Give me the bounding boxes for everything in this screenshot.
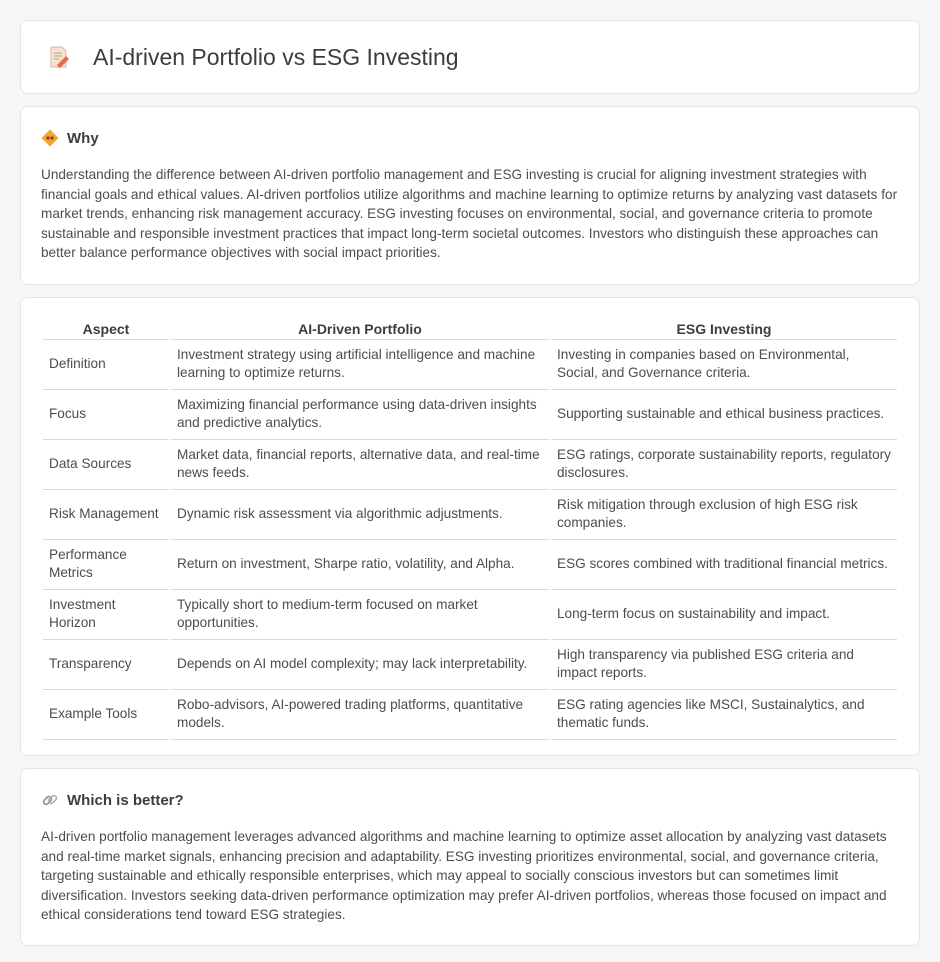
ai-driven-cell: Investment strategy using artificial intelligence and machine learning to optimize returns. [171,340,549,390]
ai-driven-cell: Maximizing financial performance using data-driven insights and predictive analytics. [171,390,549,440]
table-row [43,490,897,540]
table-row [43,640,897,690]
aspect-cell: Transparency [43,640,169,690]
ai-driven-cell: Robo-advisors, AI-powered trading platforms, quantitative models. [171,690,549,740]
aspect-cell: Data Sources [43,440,169,490]
link-icon [41,791,59,809]
document-pencil-icon [47,45,71,69]
esg-cell: Supporting sustainable and ethical business practices. [551,390,897,440]
table-row [43,540,897,590]
which-better-title: Which is better? [67,791,184,809]
header-esg: ESG Investing [551,318,897,340]
esg-cell: Investing in companies based on Environmental, Social, and Governance criteria. [551,340,897,390]
esg-cell: High transparency via published ESG criteria and impact reports. [551,640,897,690]
aspect-cell: Example Tools [43,690,169,740]
table-row [43,590,897,640]
aspect-cell: Focus [43,390,169,440]
header-aspect: Aspect [43,318,169,340]
aspect-cell: Performance Metrics [43,540,169,590]
comparison-table [41,318,899,740]
esg-cell: ESG rating agencies like MSCI, Sustainalytics, and thematic funds. [551,690,897,740]
ai-driven-cell: Market data, financial reports, alternative data, and real-time news feeds. [171,440,549,490]
esg-cell: Long-term focus on sustainability and impact. [551,590,897,640]
ai-driven-cell: Return on investment, Sharpe ratio, volatility, and Alpha. [171,540,549,590]
esg-cell: ESG ratings, corporate sustainability reports, regulatory disclosures. [551,440,897,490]
aspect-cell: Risk Management [43,490,169,540]
title-card [20,20,920,94]
aspect-cell: Definition [43,340,169,390]
why-text: Understanding the difference between AI-driven portfolio management and ESG investing is crucial for aligning investment strategies with financial goals and ethical values. AI-driven portfolios utilize algorithms and machine learning to optimize returns by analyzing vast datasets for market trends, enhancing risk management accuracy. ESG investing focuses on environmental, social, and governance criteria to promote sustainable and responsible investment practices that impact long-term societal outcomes. Investors who distinguish these approaches can better balance performance objectives with social impact priorities. [41,167,898,261]
ai-driven-cell: Dynamic risk assessment via algorithmic adjustments. [171,490,549,540]
ai-driven-cell: Typically short to medium-term focused on market opportunities. [171,590,549,640]
aspect-cell: Investment Horizon [43,590,169,640]
page-title: AI-driven Portfolio vs ESG Investing [93,43,459,70]
table-row [43,440,897,490]
table-row [43,690,897,740]
esg-cell: ESG scores combined with traditional financial metrics. [551,540,897,590]
diamond-badge-icon [41,129,59,147]
which-better-text: AI-driven portfolio management leverages advanced algorithms and machine learning to optimize asset allocation by analyzing vast datasets and real-time market signals, enhancing precision and adaptability. ESG investing prioritizes environmental, social, and governance criteria, targeting sustainable and ethically responsible enterprises, which may appeal to socially conscious investors but can sometimes limit diversification. Investors seeking data-driven performance optimization may prefer AI-driven portfolios, whereas those focused on impact and ethical considerations tend toward ESG strategies. [41,829,887,923]
esg-cell: Risk mitigation through exclusion of high ESG risk companies. [551,490,897,540]
table-row [43,390,897,440]
comparison-table-card [20,297,920,756]
which-better-section [20,768,920,946]
ai-driven-cell: Depends on AI model complexity; may lack interpretability. [171,640,549,690]
header-ai-driven: AI-Driven Portfolio [171,318,549,340]
why-title: Why [67,129,99,147]
table-row [43,340,897,390]
why-section [20,106,920,285]
